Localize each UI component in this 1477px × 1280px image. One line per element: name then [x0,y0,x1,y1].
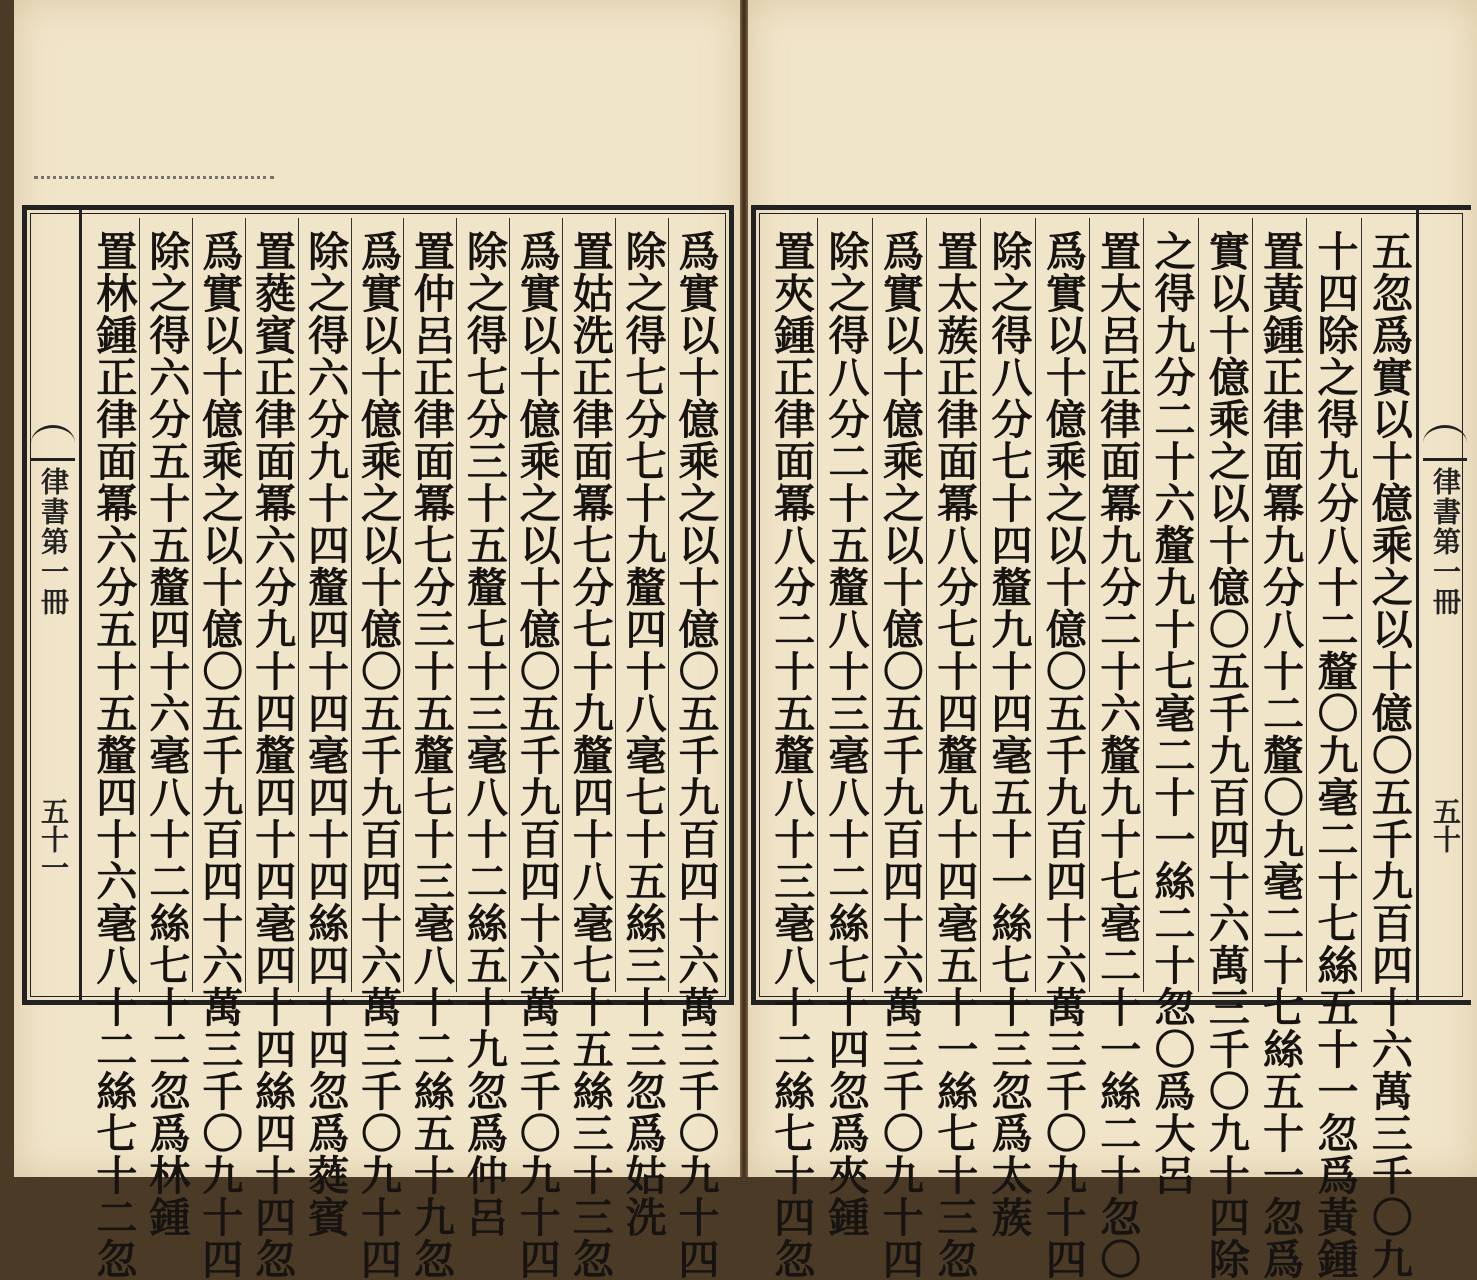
text-column: 爲實以十億乘之以十億〇五千九百四十六萬三千〇九十四 [872,218,926,992]
text-column: 爲實以十億乘之以十億〇五千九百四十六萬三千〇九十四 [668,218,721,992]
text-column: 除之得六分五十五釐四十六毫八十二絲七十二忽爲林鍾 [139,218,192,992]
text-column: 置姑洗正律面冪七分七十九釐四十八毫七十五絲三十三忽 [562,218,615,992]
text-column: 置大呂正律面冪九分二十六釐九十七毫二十一絲二十忽〇 [1089,218,1143,992]
folio-number: 五十一 [37,797,70,881]
text-frame-right [751,205,1471,1280]
text-columns [764,218,1415,1280]
text-frame-left [22,205,734,1280]
paper-mark [34,176,274,187]
text-column: 爲實以十億乘之以十億〇五千九百四十六萬三千〇九十四 [192,218,245,992]
text-column: 置太蔟正律面冪八分七十四釐九十四毫五十一絲七十三忽 [926,218,980,992]
text-columns [87,218,721,1280]
text-column: 五忽爲實以十億乘之以十億〇五千九百四十六萬三千〇九 [1361,218,1415,992]
left-page [14,0,740,1280]
margin-title: 律書第一冊 [37,467,70,617]
fishtail-ornament [31,425,75,461]
page-margin-left [27,210,82,1000]
text-column: 除之得六分九十四釐四十四毫四十四絲四十四忽爲蕤賓 [298,218,351,992]
text-column: 爲實以十億乘之以十億〇五千九百四十六萬三千〇九十四 [1035,218,1089,992]
text-column: 爲實以十億乘之以十億〇五千九百四十六萬三千〇九十四 [351,218,404,992]
text-column: 置林鍾正律面冪六分五十五釐四十六毫八十二絲七十二忽 [89,230,138,1280]
right-page [748,0,1477,1280]
text-column: 除之得八分七十四釐九十四毫五十一絲七十三忽爲太蔟 [980,218,1034,992]
margin-title: 律書第一冊 [1429,467,1462,617]
text-column: 置仲呂正律面冪七分三十五釐七十三毫八十二絲五十九忽 [403,218,456,992]
text-column: 之得九分二十六釐九十七毫二十一絲二十忽〇爲大呂 [1143,218,1197,992]
text-column: 置夾鍾正律面冪八分二十五釐八十三毫八十二絲七十四忽 [767,230,816,1280]
folio-number: 五十 [1429,797,1462,853]
text-column: 實以十億乘之以十億〇五千九百四十六萬三千〇九十四除 [1198,218,1252,992]
text-column: 除之得七分七十九釐四十八毫七十五絲三十三忽爲姑洗 [615,218,668,992]
fishtail-ornament [1423,425,1467,461]
page-margin-right [1416,210,1471,1000]
text-column: 置黃鍾正律面冪九分八十二釐〇九毫二十七絲五十一忽爲 [1252,218,1306,992]
text-column: 爲實以十億乘之以十億〇五千九百四十六萬三千〇九十四 [509,218,562,992]
text-column: 置蕤賓正律面冪六分九十四釐四十四毫四十四絲四十四忽 [245,218,298,992]
text-column: 除之得七分三十五釐七十三毫八十二絲五十九忽爲仲呂 [456,218,509,992]
text-column: 除之得八分二十五釐八十三毫八十二絲七十四忽爲夾鍾 [817,218,871,992]
book-fold [740,0,748,1177]
text-column: 十四除之得九分八十二釐〇九毫二十七絲五十一忽爲黃鍾 [1306,218,1360,992]
